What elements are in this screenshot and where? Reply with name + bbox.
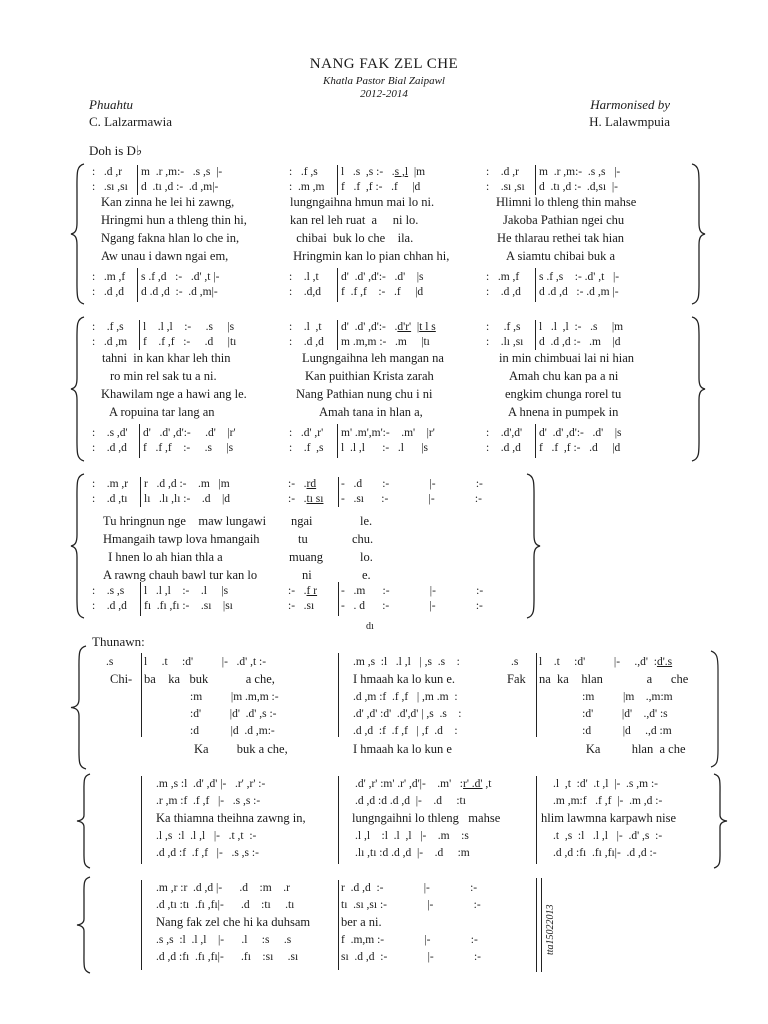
lyric: Ka thiamna theihna zawng in, xyxy=(156,811,306,825)
tenor-pickup: : .d' ,r' xyxy=(289,427,324,439)
lyric-verse-3: muang xyxy=(289,550,324,564)
lyric-verse-3: I hnen lo ah hian thla a xyxy=(105,550,223,564)
lyric-verse-4: A hnena in pumpek in xyxy=(508,405,619,419)
lyric-verse-2: Amah chu kan pa a ni xyxy=(509,369,619,383)
barline xyxy=(535,268,536,302)
bass-pickup: : .d ,d xyxy=(92,442,127,454)
lyric-verse-4: Amah tana in hlan a, xyxy=(319,405,423,419)
slur-notes: f r xyxy=(306,585,318,597)
left-brace-icon xyxy=(76,876,92,974)
lyric-verse-3: lo. xyxy=(360,550,373,564)
song-subtitle: Khatla Pastor Bial Zaipawl xyxy=(323,75,445,87)
tenor-line: d' .d' ,d':- .d' |s xyxy=(341,271,424,283)
barline xyxy=(139,424,140,458)
bass-line: f .f ,f :- .f |d xyxy=(341,286,424,298)
barline xyxy=(337,320,338,350)
bass-line: :d |d .d ,m:- xyxy=(144,725,275,737)
song-title: NANG FAK ZEL CHE xyxy=(309,56,459,72)
alto-line: - .sı :- |- :- xyxy=(341,493,482,505)
soprano-notes: l .s ,s :- . xyxy=(341,166,395,178)
barline xyxy=(338,582,339,616)
lyric-verse-3: Ngang fakna hlan lo che in, xyxy=(101,231,240,245)
soprano-pickup: : .l ,t xyxy=(289,321,322,333)
tenor-pickup: : .s ,s xyxy=(92,585,125,597)
right-brace-icon xyxy=(525,473,541,619)
barline xyxy=(535,320,536,350)
tenor-pickup: : .l ,t xyxy=(289,271,319,283)
barline xyxy=(338,653,339,737)
lyric-verse-1: le. xyxy=(360,514,373,528)
composer-name: C. Lalzarmawia xyxy=(89,114,173,129)
bass-line: .d ,d :fı .fı ,fı|- .d ,d :- xyxy=(553,847,657,859)
bass-pickup: : .d ,d xyxy=(92,286,124,298)
alto-pickup: : .d ,tı xyxy=(92,493,128,505)
alto-line: .d ,tı :tı .fı ,fı|- .d :tı .tı xyxy=(156,899,295,911)
lyric-verse-3: Khawilam nge a hawi ang le. xyxy=(101,387,247,401)
right-brace-icon xyxy=(710,650,722,768)
bass-pickup: : .d ,d xyxy=(92,600,127,612)
lyric-verse-2: Hringmi hun a thleng thin hi, xyxy=(101,213,247,227)
tenor-line: - .m :- |- :- xyxy=(341,585,484,597)
soprano-pickup: : .f ,s xyxy=(486,321,521,333)
lyric: hlim lawmna karpawh nise xyxy=(541,811,677,825)
soprano-notes: d' .d' ,d':- . xyxy=(341,321,398,333)
slur-notes: tı sı xyxy=(306,493,324,505)
tenor-line: d' .d' ,d':- .d' |s xyxy=(539,427,622,439)
tenor-line: s .f ,s :- .d' ,t |- xyxy=(539,271,620,283)
lyric-lower: Ka hlan a che xyxy=(539,742,686,756)
lyric-verse-4: ni xyxy=(302,568,312,582)
slur-notes: d'.s xyxy=(656,656,673,668)
alto-line: .r ,m :f .f ,f |- .s ,s :- xyxy=(156,795,261,807)
soprano-line xyxy=(341,320,436,335)
alto-line: f .f ,f :- .d |tı xyxy=(143,336,237,348)
arranger-name: H. Lalawmpuia xyxy=(589,114,670,129)
final-double-barline xyxy=(536,878,542,972)
alto-line: f .f ,f :- .f |d xyxy=(341,181,421,193)
lyric-verse-2: ro min rel sak tu a ni. xyxy=(110,369,217,383)
lyric-lower: I hmaah ka lo kun e xyxy=(353,742,452,756)
lyric: ber a ni. xyxy=(341,915,382,929)
soprano-line: .m ,s :l .d' ,d' |- .r' ,r' :- xyxy=(156,778,266,790)
tenor-line: .d' ,d' :d' .d',d' | ,s .s : xyxy=(353,708,462,720)
soprano-line: l .t :d' |- .d' ,t :- xyxy=(144,656,267,668)
lyric-pickup: Chi- xyxy=(110,672,133,686)
soprano-line: m .r ,m:- .s ,s |- xyxy=(539,166,621,178)
tenor-notes: :- . xyxy=(288,585,307,597)
lyric-verse-4: e. xyxy=(362,568,371,582)
lyric-soprano: I hmaah ka lo kun e. xyxy=(353,672,456,686)
soprano-notes: l .t :d' |- .,d' : xyxy=(539,656,657,668)
left-brace-icon xyxy=(70,163,86,305)
lyric-verse-2: chu. xyxy=(352,532,374,546)
barline xyxy=(337,268,338,302)
alto-pickup: : .d ,m xyxy=(92,336,128,348)
tenor-pickup: : .d',d' xyxy=(486,427,523,439)
barline xyxy=(535,165,536,195)
alto-notes: :- . xyxy=(288,493,307,505)
tenor-line: d' .d' ,d':- .d' |r' xyxy=(143,427,236,439)
soprano-tail xyxy=(288,477,316,492)
lyric-verse-1: lungngaihna hmun mai lo ni. xyxy=(290,195,435,209)
slur-notes: d'r' xyxy=(397,321,412,333)
lyric-verse-3: Nang Pathian nung chu i ni xyxy=(296,387,433,401)
soprano-line xyxy=(355,777,491,792)
right-brace-icon xyxy=(690,163,706,305)
soprano-pickup: : .f ,s xyxy=(289,166,318,178)
lyric-verse-2: Kan puithian Krista zarah xyxy=(305,369,434,383)
barline xyxy=(337,424,338,458)
tenor-line: f .m,m :- |- :- xyxy=(341,934,478,946)
lyric-verse-1: in min chimbuai lai ni hian xyxy=(499,351,635,365)
soprano-notes: :- . xyxy=(288,478,307,490)
tenor-line: .t ,s :l .l ,l |- .d' ,s :- xyxy=(553,830,663,842)
alto-line: d .tı ,d :- .d,sı |- xyxy=(539,181,618,193)
soprano-notes-end: |m xyxy=(408,166,426,178)
barline xyxy=(140,582,141,616)
alto-line: .d ,m :f .f ,f | ,m .m : xyxy=(353,691,458,703)
alto-line: tı .sı ,sı :- |- :- xyxy=(341,899,481,911)
lyric-verse-4: A siamtu chibai buk a xyxy=(506,249,616,263)
lyric-verse-1: Tu hringnun nge maw lungawi xyxy=(103,514,267,528)
barline xyxy=(337,165,338,195)
left-brace-icon xyxy=(70,473,86,619)
left-brace-icon xyxy=(76,773,92,869)
tenor-line: .l ,l :l .l ,l |- .m :s xyxy=(355,830,469,842)
lyric-verse-1: Hlimni lo thleng thin mahse xyxy=(496,195,637,209)
barline xyxy=(536,776,537,864)
alto-line: :m |m .,m:m xyxy=(539,691,673,703)
tenor-line: .l ,s :l .l ,l |- .t ,t :- xyxy=(156,830,257,842)
lyric-verse-2: Hmangaih tawp lova hmangaih xyxy=(103,532,260,546)
alto-line: m .m,m :- .m |tı xyxy=(341,336,430,348)
bass-line: - . d :- |- :- xyxy=(341,600,483,612)
lyric-soprano: na ka hlan a che xyxy=(539,672,689,686)
soprano-pickup: : .d ,r xyxy=(92,166,123,178)
lyric-verse-3: chibai buk lo che ila. xyxy=(290,231,414,245)
bass-line: .d ,d :f .f ,f | ,f .d : xyxy=(353,725,458,737)
right-brace-icon xyxy=(712,773,728,869)
lyric-verse-2: Jakoba Pathian ngei chu xyxy=(503,213,625,227)
right-brace-icon xyxy=(690,316,706,462)
bass-line: fı .fı ,fı :- .sı |sı xyxy=(144,600,233,612)
alto-line: lı .lı ,lı :- .d |d xyxy=(144,493,230,505)
lyric-verse-4: Hringmin kan lo pian chhan hi, xyxy=(290,249,450,263)
barline xyxy=(141,653,142,737)
alto-line: :m |m .m,m :- xyxy=(144,691,279,703)
left-brace-icon xyxy=(70,316,86,462)
soprano-notes-mid: | xyxy=(411,321,420,333)
document-stamp: tta15022013 xyxy=(545,904,556,955)
tenor-pickup: : .m ,f xyxy=(92,271,126,283)
tenor-line: s .f ,d :- .d' ,t |- xyxy=(141,271,220,283)
soprano-notes: .d' ,r' :m' .r' ,d'|- .m' : xyxy=(355,778,464,790)
slur-notes: rd xyxy=(306,478,317,490)
bass-line: .d ,d :fı .fı ,fı|- .fı :sı .sı xyxy=(156,951,299,963)
slur-notes: s ,l xyxy=(394,166,409,178)
soprano-notes-end: ,t xyxy=(482,778,492,790)
bass-pickup: : .f ,s xyxy=(289,442,324,454)
tenor-line: l .l ,l :- .l |s xyxy=(144,585,229,597)
tenor-pickup: : .m ,f xyxy=(486,271,520,283)
alto-line: .m ,m:f .f ,f |- .m ,d :- xyxy=(553,795,663,807)
lyric: lungngaihni lo thleng mahse xyxy=(352,811,501,825)
alto-pickup: : .d ,d xyxy=(289,336,324,348)
soprano-line: r .d ,d :- |- :- xyxy=(341,882,478,894)
soprano-line: - .d :- |- :- xyxy=(341,478,483,490)
bass-low-note: dı xyxy=(366,621,374,632)
soprano-pickup: : .m ,r xyxy=(92,478,129,490)
lyric-verse-4: A rawng chauh bawl tur kan lo xyxy=(103,568,258,582)
barline xyxy=(535,424,536,458)
bass-line: d .d ,d :- .d ,m |- xyxy=(539,286,619,298)
bass-line: :d |d .,d :m xyxy=(539,725,672,737)
soprano-line: .l ,t :d' .t ,l |- .s ,m :- xyxy=(553,778,658,790)
barline xyxy=(137,268,138,302)
alto-line: d .d ,d :- .m |d xyxy=(539,336,621,348)
soprano-line xyxy=(341,165,425,180)
soprano-line: .m ,r :r .d ,d |- .d :m .r xyxy=(156,882,290,894)
barline xyxy=(139,320,140,350)
soprano-pickup: .s xyxy=(511,656,519,668)
lyric-soprano: ba ka buk a che, xyxy=(144,672,275,686)
barline xyxy=(140,477,141,507)
alto-pickup: : .m ,m xyxy=(289,181,325,193)
barline xyxy=(141,776,142,864)
lyric-lower: Ka buk a che, xyxy=(144,742,288,756)
soprano-pickup: .s xyxy=(106,656,114,668)
chorus-label: Thunawn: xyxy=(92,634,145,649)
soprano-pickup: : .f ,s xyxy=(92,321,124,333)
lyric-verse-1: ngai xyxy=(291,514,313,528)
tenor-line: :d' |d' .,d' :s xyxy=(539,708,668,720)
composer-label: Phuahtu xyxy=(89,97,134,112)
bass-line: d .d ,d :- .d ,m|- xyxy=(141,286,218,298)
alto-pickup: : .sı ,sı xyxy=(92,181,128,193)
soprano-line: l .l ,l :- .s |m xyxy=(539,321,624,333)
bass-tail: :- .sı xyxy=(288,600,315,612)
lyric-verse-1: Lungngaihna leh mangan na xyxy=(302,351,444,365)
lyric-verse-2: kan rel leh ruat a ni lo. xyxy=(290,213,419,227)
alto-pickup: : .sı ,sı xyxy=(486,181,525,193)
barline xyxy=(137,165,138,195)
left-brace-icon xyxy=(70,645,88,770)
tenor-line: .s ,s :l .l ,l |- .l :s .s xyxy=(156,934,292,946)
alto-line: .d ,d :d .d ,d |- .d :tı xyxy=(355,795,466,807)
soprano-line: r .d ,d :- .m |m xyxy=(144,478,230,490)
soprano-pickup: : .d ,r xyxy=(486,166,519,178)
alto-pickup: : .lı ,sı xyxy=(486,336,524,348)
lyric-verse-1: Kan zinna he lei hi zawng, xyxy=(101,195,235,209)
soprano-line: m .r ,m:- .s ,s |- xyxy=(141,166,223,178)
lyric: Nang fak zel che hi ka duhsam xyxy=(156,915,311,929)
slur-notes: t l s xyxy=(419,321,436,333)
bass-pickup: : .d,d xyxy=(289,286,321,298)
barline xyxy=(141,880,142,970)
barline xyxy=(338,477,339,507)
lyric-verse-2: tu xyxy=(298,532,308,546)
bass-line: f .f ,f :- .d |d xyxy=(539,442,621,454)
song-years: 2012-2014 xyxy=(360,88,408,100)
bass-line: f .f ,f :- .s |s xyxy=(143,442,234,454)
slur-notes: r' .d' xyxy=(463,778,483,790)
bass-line: sı .d ,d :- |- :- xyxy=(341,951,481,963)
tenor-tail xyxy=(288,584,317,599)
lyric-verse-4: Aw unau i dawn ngai em, xyxy=(101,249,229,263)
tenor-line: m' .m',m':- .m' |r' xyxy=(341,427,435,439)
lyric-pickup: Fak xyxy=(507,672,526,686)
key-signature: Doh is D♭ xyxy=(89,143,143,158)
bass-pickup: : .d ,d xyxy=(486,286,521,298)
barline xyxy=(338,776,339,864)
lyric-verse-3: engkim chunga rorel tu xyxy=(505,387,622,401)
alto-tail xyxy=(288,492,323,507)
alto-line: d .tı ,d :- .d ,m|- xyxy=(141,181,219,193)
bass-line: .lı ,tı :d .d ,d |- .d :m xyxy=(355,847,470,859)
bass-line: .d ,d :f .f ,f |- .s ,s :- xyxy=(156,847,259,859)
tenor-pickup: : .s ,d' xyxy=(92,427,128,439)
soprano-line: l .l ,l :- .s |s xyxy=(143,321,235,333)
soprano-line xyxy=(539,655,672,670)
bass-line: l .l ,l :- .l |s xyxy=(341,442,428,454)
lyric-verse-3: He thlarau rethei tak hian xyxy=(497,231,625,245)
arranger-label: Harmonised by xyxy=(590,97,670,112)
bass-pickup: : .d ,d xyxy=(486,442,521,454)
barline xyxy=(338,880,339,970)
lyric-verse-1: tahni in kan khar leh thin xyxy=(102,351,231,365)
lyric-verse-4: A ropuina tar lang an xyxy=(109,405,215,419)
soprano-line: .m ,s :l .l ,l | ,s .s : xyxy=(353,656,460,668)
barline xyxy=(536,653,537,737)
tenor-line: :d' |d' .d' ,s :- xyxy=(144,708,277,720)
